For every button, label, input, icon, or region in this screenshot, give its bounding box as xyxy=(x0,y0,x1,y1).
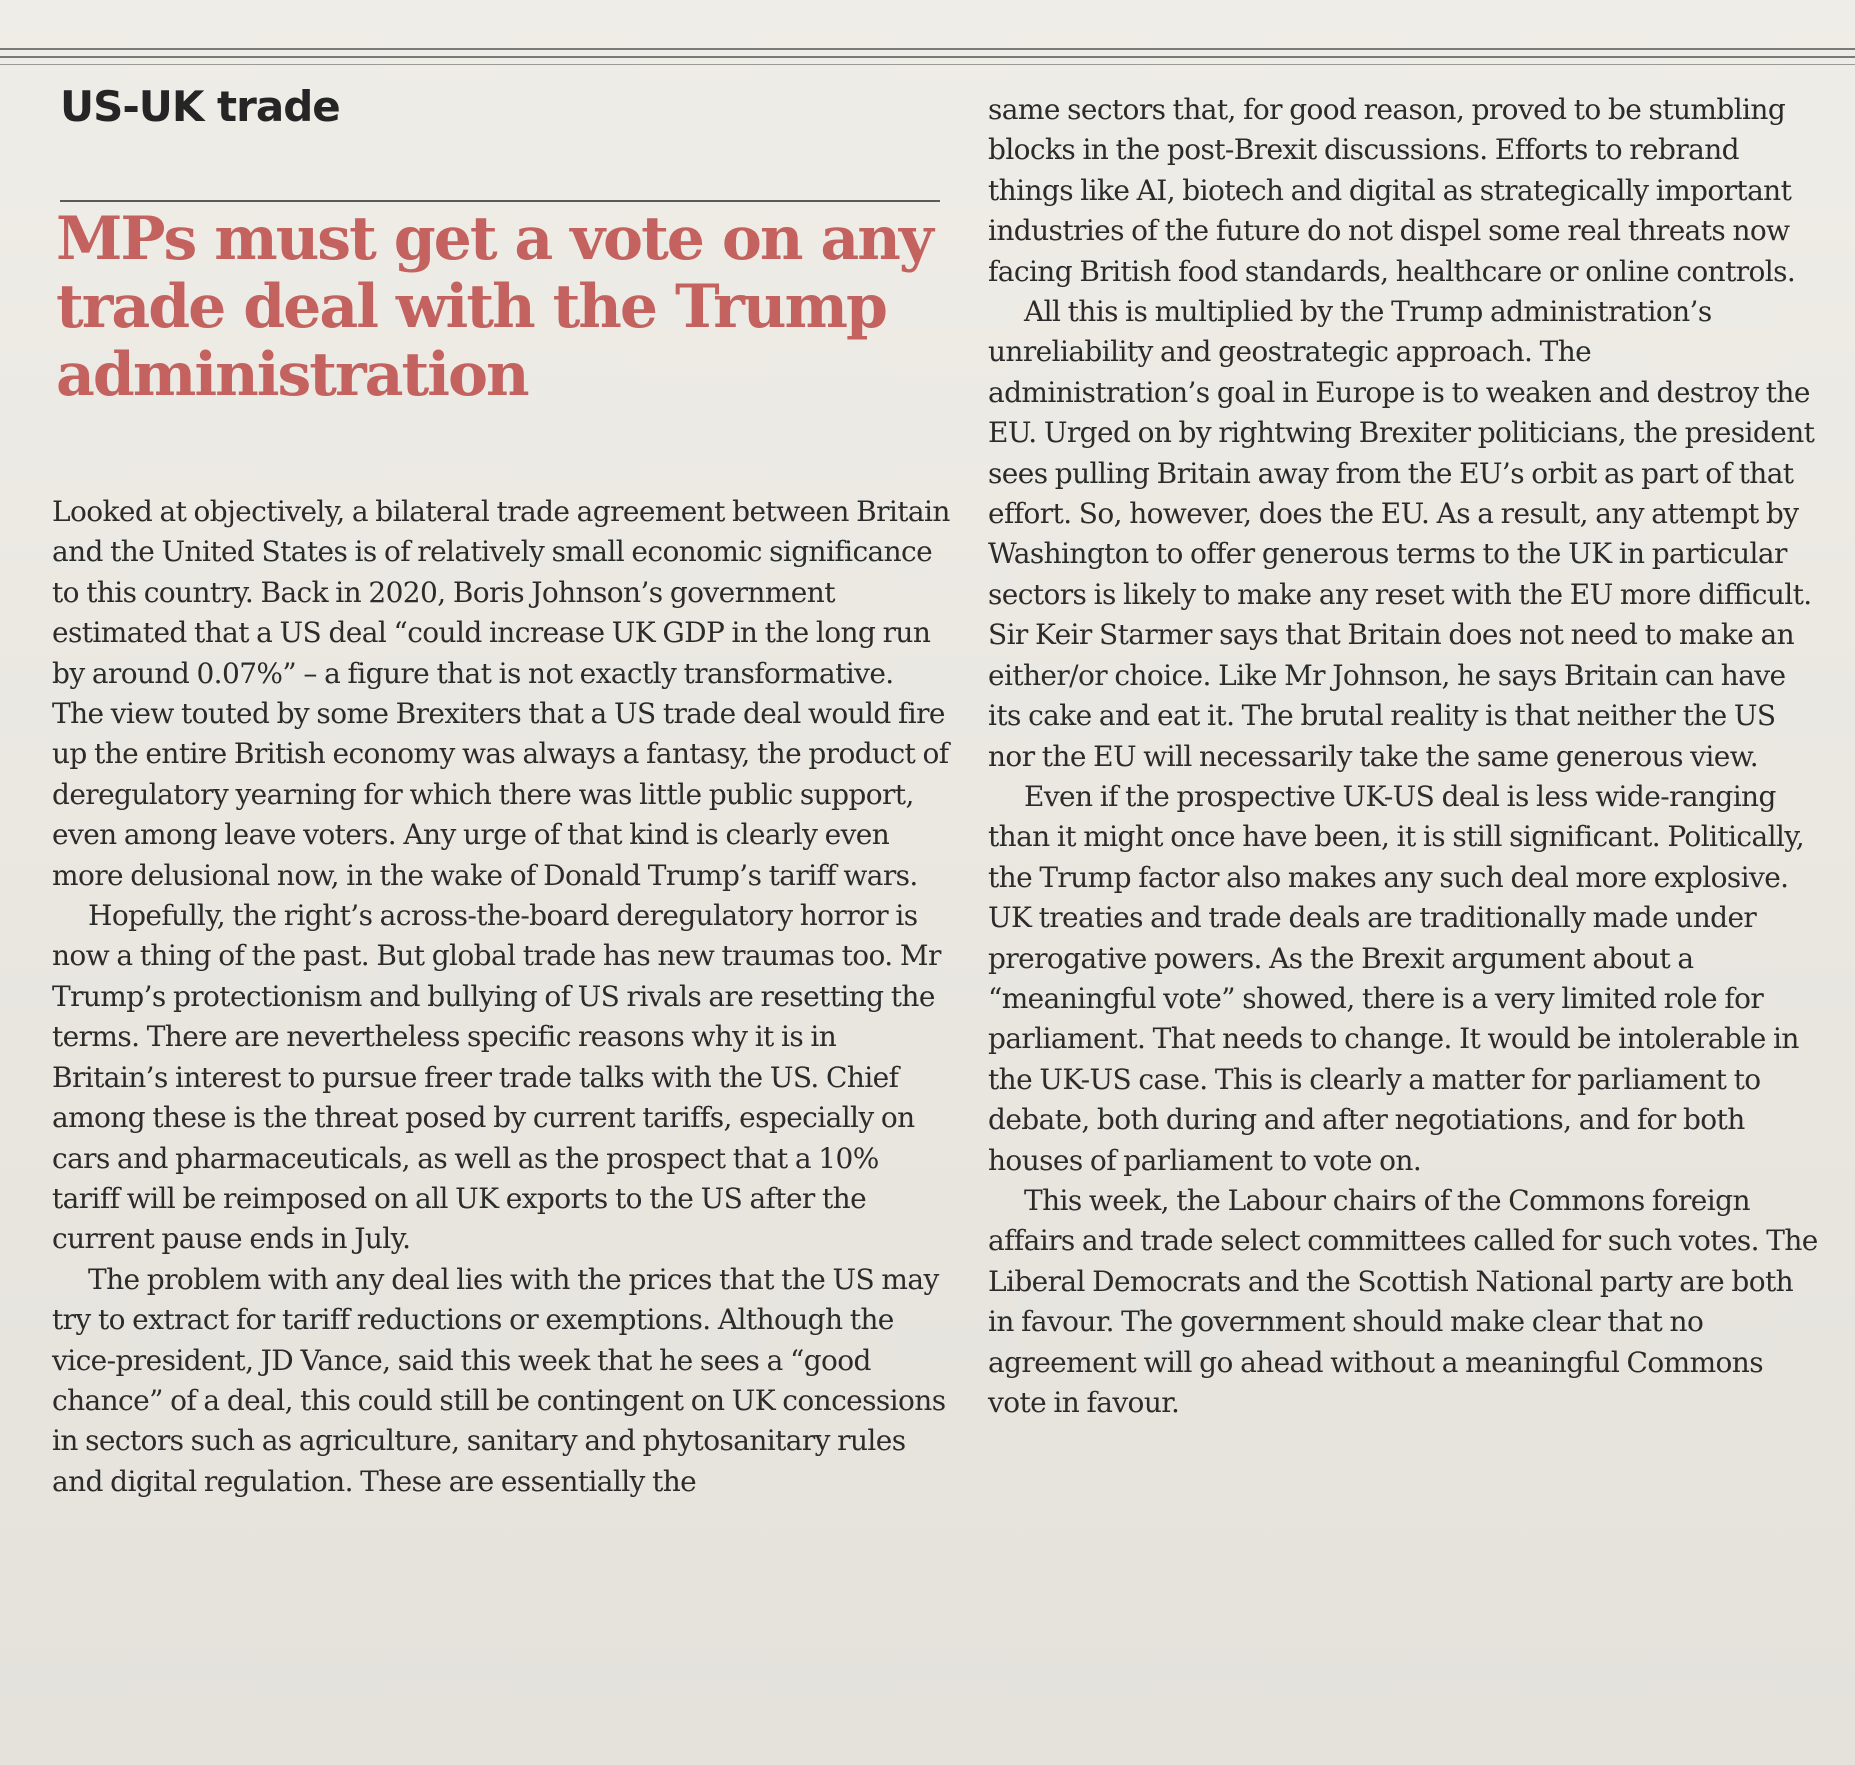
top-rule xyxy=(0,64,1855,65)
paragraph: Even if the prospective UK-US deal is less wide-ranging than it might once have been, it is still significant. Politically, the Trump factor also makes any such deal more explosive. UK treaties and trade deals are traditionally made under prerogative powers. As the Brexit argument about a “meaningful vote” showed, there is a very limited role for parliament. That needs to change. It would be intolerable in the UK-US case. This is clearly a matter for parliament to debate, both during and after negotiations, and for both houses of parliament to vote on. xyxy=(988,779,1805,1177)
headline: MPs must get a vote on any trade deal with the Trump administration xyxy=(56,204,932,410)
left-column xyxy=(52,492,952,1502)
paragraph: Looked at objectively, a bilateral trade agreement between Britain and the United States is of relatively small economic significance to this country. Back in 2020, Boris Johnson’s government estimated that a US deal “could increase UK GDP in the long run by around 0.07%” – a figure that is not exactly transformative. The view touted by some Brexiters that a US trade deal would fire up the entire British economy was always a fantasy, the product of deregulatory yearning for which there was little public support, even among leave voters. Any urge of that kind is clearly even more delusional now, in the wake of Donald Trump’s tariff wars. xyxy=(52,495,950,892)
section-label: US-UK trade xyxy=(60,82,340,131)
paragraph: The problem with any deal lies with the prices that the US may try to extract for tariff reductions or exemptions. Although the vice-president, JD Vance, said this week that he sees a “good chance” of a deal, this could still be contingent on UK concessions in sectors such as agriculture, sanitary and phytosanitary rules and digital regulation. These are essentially the xyxy=(52,1262,946,1498)
paragraph: Hopefully, the right’s across-the-board deregulatory horror is now a thing of the past. But global trade has new traumas too. Mr Trump’s protectionism and bullying of US rivals are resetting the terms. There are nevertheless specific reasons why it is in Britain’s interest to pursue freer trade talks with the US. Chief among these is the threat posed by current tariffs, especially on cars and pharmaceuticals, as well as the prospect that a 10% tariff will be reimposed on all UK exports to the US after the current pause ends in July. xyxy=(52,899,941,1256)
paragraph: All this is multiplied by the Trump administration’s unreliability and geostrategic approach. The administration’s goal in Europe is to weaken and destroy the EU. Urged on by rightwing Brexiter politicians, the president sees pulling Britain away from the EU’s orbit as part of that effort. So, however, does the EU. As a result, any attempt by Washington to offer generous terms to the UK in particular sectors is likely to make any reset with the EU more difficult. Sir Keir Starmer says that Britain does not need to make an either/or choice. Like Mr Johnson, he says Britain can have its cake and eat it. The brutal reality is that neither the US nor the EU will necessarily take the same generous view. xyxy=(988,295,1815,773)
top-rule xyxy=(0,56,1855,58)
headline-rule xyxy=(60,200,940,202)
top-rule xyxy=(0,48,1855,50)
right-column xyxy=(988,90,1818,1423)
paragraph: same sectors that, for good reason, proved to be stumbling blocks in the post-Brexit discussions. Efforts to rebrand things like AI, biotech and digital as strategically important industries of the future do not dispel some real threats now facing British food standards, healthcare or online controls. xyxy=(988,93,1796,288)
paragraph: This week, the Labour chairs of the Commons foreign affairs and trade select committees called for such votes. The Liberal Democrats and the Scottish National party are both in favour. The government should make clear that no agreement will go ahead without a meaningful Commons vote in favour. xyxy=(988,1183,1818,1419)
